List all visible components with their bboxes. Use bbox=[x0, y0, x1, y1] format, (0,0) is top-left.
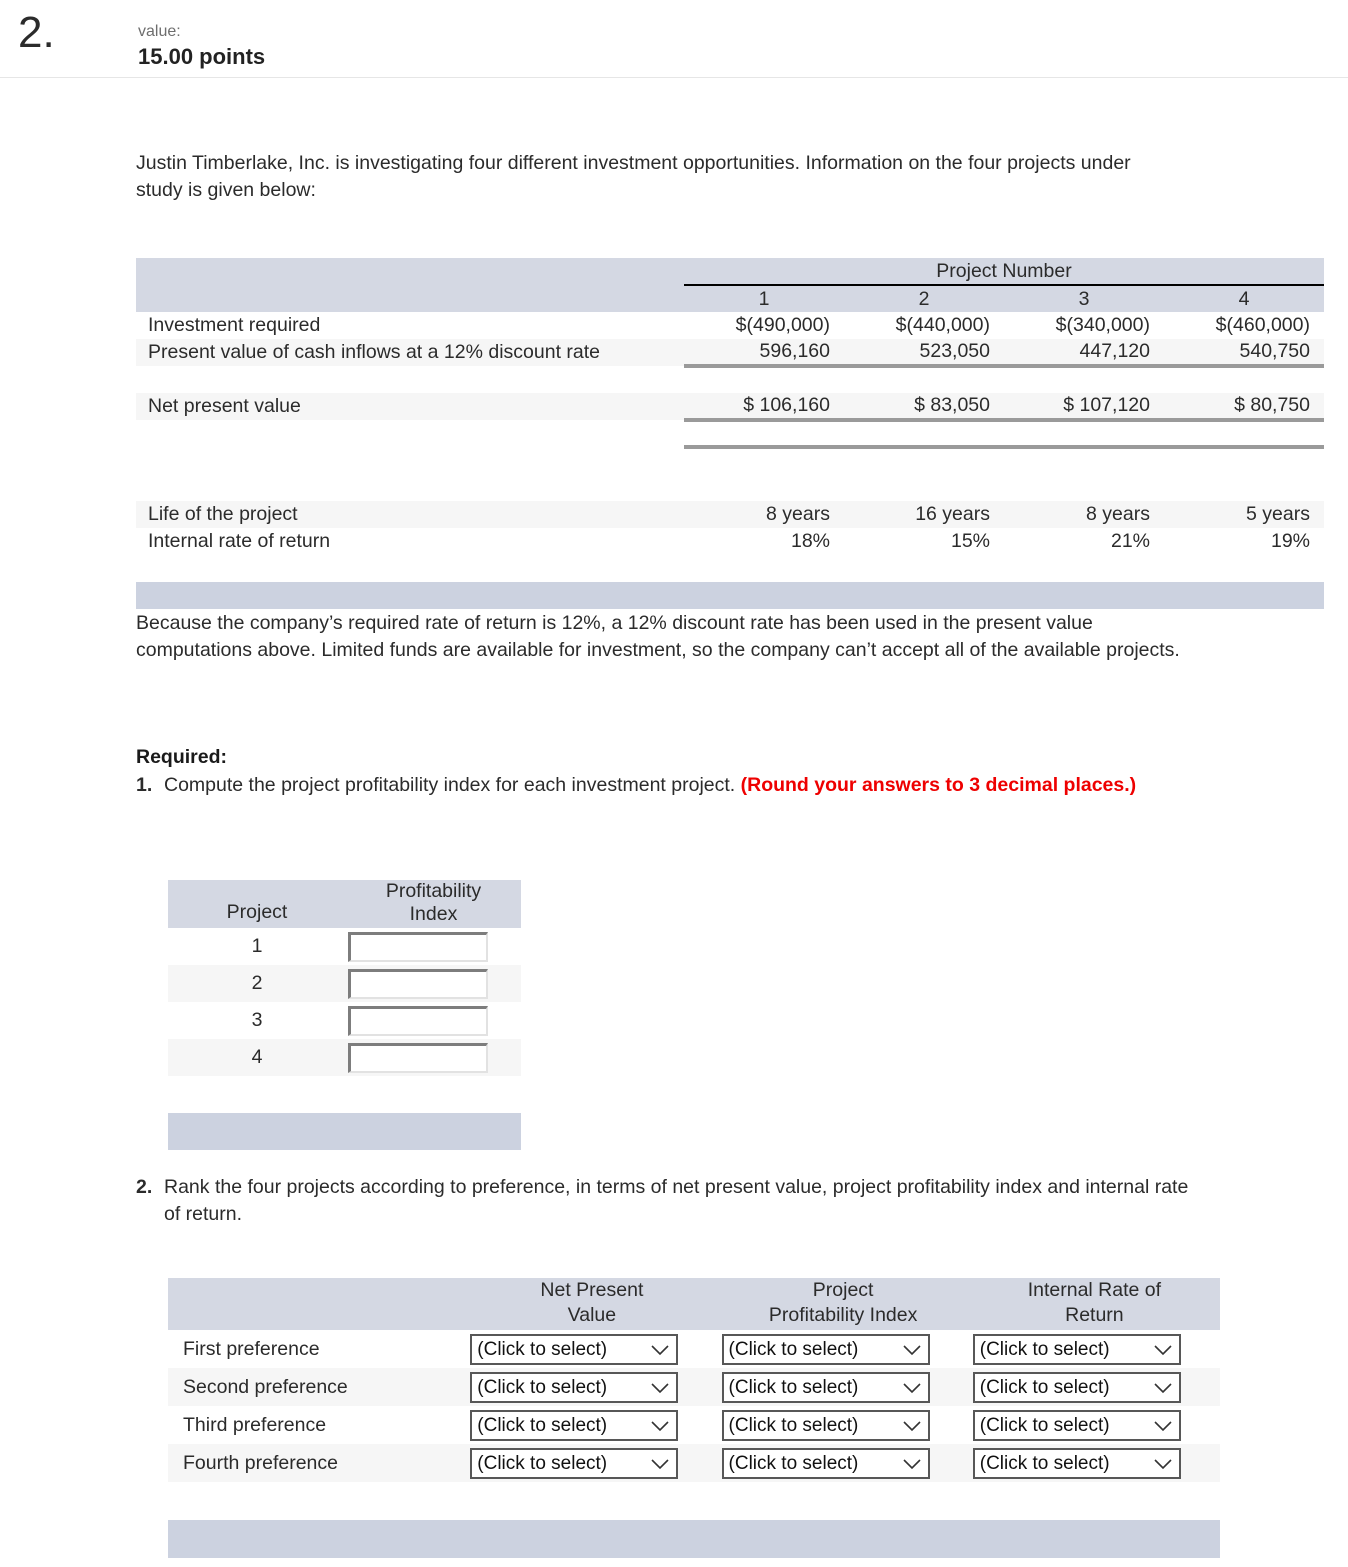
select-ppi-third[interactable] bbox=[722, 1410, 930, 1441]
select-npv-third-label: (Click to select) bbox=[477, 1414, 608, 1436]
subtotal-rule-3 bbox=[1004, 366, 1164, 393]
chevron-down-icon bbox=[1151, 1382, 1175, 1394]
value-label: value: bbox=[138, 23, 181, 40]
pref-header-npv bbox=[466, 1278, 717, 1330]
investment-required-1: $(490,000) bbox=[735, 314, 830, 336]
net-present-value-2: $ 83,050 bbox=[914, 394, 990, 416]
net-present-value-1: $ 106,160 bbox=[743, 394, 830, 416]
spacer-row bbox=[168, 1076, 521, 1113]
spacer bbox=[168, 1076, 521, 1113]
because-paragraph: Because the company’s required rate of return is 12%, a 12% discount rate has been used in the present value computations above. Limited funds are available for investment, so the company can’t accept all of the available projects. bbox=[136, 612, 1180, 661]
spacer bbox=[136, 555, 1324, 582]
present-value-inflows-3: 447,120 bbox=[1079, 340, 1150, 362]
chevron-down-icon bbox=[648, 1344, 672, 1356]
spacer bbox=[168, 1482, 1220, 1520]
select-npv-fourth[interactable] bbox=[470, 1448, 678, 1479]
total-rule-lower-1 bbox=[684, 447, 844, 474]
row-label-internal-rate-of-return: Internal rate of return bbox=[148, 530, 331, 552]
profitability-index-input-4[interactable] bbox=[348, 1043, 488, 1073]
table-row bbox=[136, 339, 1324, 366]
chevron-down-icon bbox=[648, 1382, 672, 1394]
total-rule-lower-4 bbox=[1164, 447, 1324, 474]
subtotal-rule-4 bbox=[1164, 366, 1324, 393]
requirement-1 bbox=[136, 772, 1226, 799]
life-of-project-1: 8 years bbox=[766, 503, 830, 525]
requirement-1-emphasis: (Round your answers to 3 decimal places.) bbox=[740, 774, 1137, 796]
intro-paragraph: Justin Timberlake, Inc. is investigating four different investment opportunities. Information on the four projects under study is given below: bbox=[136, 152, 1131, 201]
pref-header-irr bbox=[969, 1278, 1220, 1330]
pref-header-ppi-line2: Profitability Index bbox=[768, 1304, 918, 1326]
table-row bbox=[168, 1039, 521, 1076]
pref-ppi-cell-fourth bbox=[718, 1444, 969, 1482]
table-row bbox=[168, 928, 521, 965]
pref-irr-cell-second bbox=[969, 1368, 1220, 1406]
table-row bbox=[136, 393, 1324, 420]
select-npv-second[interactable] bbox=[470, 1372, 678, 1403]
pi-footer-band bbox=[168, 1113, 521, 1150]
row-label-present-value-inflows: Present value of cash inflows at a 12% discount rate bbox=[148, 341, 601, 363]
net-present-value-4: $ 80,750 bbox=[1234, 394, 1310, 416]
pi-project-4: 4 bbox=[251, 1046, 263, 1068]
spacer-row bbox=[136, 555, 1324, 582]
preference-ranking-table bbox=[168, 1278, 1220, 1558]
life-of-project-4: 5 years bbox=[1246, 503, 1310, 525]
table-row bbox=[136, 501, 1324, 528]
select-irr-fourth-label: (Click to select) bbox=[979, 1452, 1110, 1474]
select-npv-first[interactable] bbox=[470, 1334, 678, 1365]
group-header-project-number: Project Number bbox=[684, 258, 1324, 285]
subtotal-rule-2 bbox=[844, 366, 1004, 393]
investment-required-3: $(340,000) bbox=[1055, 314, 1150, 336]
select-npv-first-label: (Click to select) bbox=[477, 1338, 608, 1360]
requirement-1-marker: 1. bbox=[136, 774, 153, 796]
required-label: Required: bbox=[136, 746, 228, 768]
chevron-down-icon bbox=[1151, 1420, 1175, 1432]
select-npv-fourth-label: (Click to select) bbox=[477, 1452, 608, 1474]
requirement-2-marker: 2. bbox=[136, 1176, 153, 1198]
pi-footer-strip bbox=[168, 1113, 521, 1150]
select-irr-second-label: (Click to select) bbox=[979, 1376, 1110, 1398]
present-value-inflows-1: 596,160 bbox=[759, 340, 830, 362]
chevron-down-icon bbox=[648, 1420, 672, 1432]
total-rule-upper-4 bbox=[1164, 420, 1324, 447]
requirement-1-text bbox=[164, 772, 1226, 799]
pref-label-fourth: Fourth preference bbox=[183, 1451, 339, 1474]
pi-header-index-line2: Index bbox=[409, 903, 458, 925]
spacer-row bbox=[168, 1482, 1220, 1520]
investment-required-2: $(440,000) bbox=[895, 314, 990, 336]
total-rule-upper-1 bbox=[684, 420, 844, 447]
table-row bbox=[168, 1406, 1220, 1444]
pref-header-row bbox=[168, 1278, 1220, 1330]
column-header-blank bbox=[136, 285, 684, 312]
select-ppi-second[interactable] bbox=[722, 1372, 930, 1403]
pi-header-index-line1: Profitability bbox=[385, 880, 482, 902]
pi-input-cell-2 bbox=[346, 965, 521, 1002]
value-block bbox=[138, 22, 265, 70]
requirement-2 bbox=[136, 1174, 1206, 1228]
pi-header-index bbox=[346, 880, 521, 928]
pi-input-cell-1 bbox=[346, 928, 521, 965]
spacer bbox=[136, 474, 1324, 501]
pi-input-cell-4 bbox=[346, 1039, 521, 1076]
pref-footer-band bbox=[168, 1520, 1220, 1558]
life-of-project-2: 16 years bbox=[915, 503, 990, 525]
points-value: 15.00 points bbox=[138, 44, 266, 69]
total-rule-row-upper bbox=[136, 420, 1324, 447]
pi-project-1: 1 bbox=[251, 935, 263, 957]
pi-project-3: 3 bbox=[251, 1009, 263, 1031]
select-ppi-first-label: (Click to select) bbox=[728, 1338, 859, 1360]
table-row bbox=[168, 1368, 1220, 1406]
select-ppi-fourth[interactable] bbox=[722, 1448, 930, 1479]
pref-ppi-cell-third bbox=[718, 1406, 969, 1444]
present-value-inflows-2: 523,050 bbox=[919, 340, 990, 362]
select-npv-third[interactable] bbox=[470, 1410, 678, 1441]
select-ppi-second-label: (Click to select) bbox=[728, 1376, 859, 1398]
pref-label-second: Second preference bbox=[183, 1375, 348, 1398]
footer-strip bbox=[136, 582, 1324, 609]
internal-rate-of-return-3: 21% bbox=[1110, 530, 1150, 552]
row-label-net-present-value: Net present value bbox=[148, 395, 301, 417]
pref-ppi-cell-second bbox=[718, 1368, 969, 1406]
subtotal-rule-row bbox=[136, 366, 1324, 393]
rule-blank bbox=[136, 447, 684, 474]
table-row bbox=[136, 528, 1324, 555]
column-header-3: 3 bbox=[1078, 287, 1090, 310]
pref-irr-cell-third bbox=[969, 1406, 1220, 1444]
select-ppi-fourth-label: (Click to select) bbox=[728, 1452, 859, 1474]
column-header-1: 1 bbox=[758, 287, 770, 310]
profitability-index-input-2[interactable] bbox=[348, 969, 488, 999]
select-irr-second[interactable] bbox=[973, 1372, 1181, 1403]
table-row bbox=[168, 965, 521, 1002]
life-of-project-3: 8 years bbox=[1086, 503, 1150, 525]
pi-input-cell-3 bbox=[346, 1002, 521, 1039]
select-irr-third-label: (Click to select) bbox=[979, 1414, 1110, 1436]
total-rule-upper-3 bbox=[1004, 420, 1164, 447]
column-header-4: 4 bbox=[1238, 287, 1250, 310]
table-row bbox=[168, 1444, 1220, 1482]
pref-npv-cell-third bbox=[466, 1406, 717, 1444]
pi-project-2: 2 bbox=[251, 972, 263, 994]
requirement-1-body: Compute the project profitability index for each investment project. bbox=[164, 774, 741, 796]
row-label-investment-required: Investment required bbox=[148, 314, 321, 336]
chevron-down-icon bbox=[900, 1382, 924, 1394]
row-label-life-of-project: Life of the project bbox=[148, 503, 298, 525]
table-footer-band bbox=[136, 582, 1324, 609]
pref-header-irr-line1: Internal Rate of bbox=[1027, 1279, 1162, 1301]
pref-npv-cell-fourth bbox=[466, 1444, 717, 1482]
select-ppi-third-label: (Click to select) bbox=[728, 1414, 859, 1436]
internal-rate-of-return-4: 19% bbox=[1270, 530, 1310, 552]
chevron-down-icon bbox=[648, 1458, 672, 1470]
column-header-2: 2 bbox=[918, 287, 930, 310]
spacer-row bbox=[136, 474, 1324, 501]
profitability-index-table bbox=[168, 880, 521, 1150]
pref-npv-cell-second bbox=[466, 1368, 717, 1406]
group-header-blank bbox=[136, 258, 684, 285]
rule-blank bbox=[136, 420, 684, 447]
internal-rate-of-return-2: 15% bbox=[950, 530, 990, 552]
pi-header-project: Project bbox=[226, 901, 288, 923]
total-rule-upper-2 bbox=[844, 420, 1004, 447]
select-ppi-first[interactable] bbox=[722, 1334, 930, 1365]
pref-header-blank bbox=[168, 1278, 466, 1330]
table-column-header-row bbox=[136, 285, 1324, 312]
net-present-value-3: $ 107,120 bbox=[1063, 394, 1150, 416]
pref-irr-cell-first bbox=[969, 1330, 1220, 1368]
pref-footer-strip bbox=[168, 1520, 1220, 1558]
table-row bbox=[168, 1002, 521, 1039]
chevron-down-icon bbox=[900, 1420, 924, 1432]
pref-header-ppi bbox=[718, 1278, 969, 1330]
select-irr-first-label: (Click to select) bbox=[979, 1338, 1110, 1360]
chevron-down-icon bbox=[1151, 1458, 1175, 1470]
internal-rate-of-return-1: 18% bbox=[790, 530, 830, 552]
present-value-inflows-4: 540,750 bbox=[1239, 340, 1310, 362]
chevron-down-icon bbox=[900, 1458, 924, 1470]
pref-header-npv-line2: Value bbox=[567, 1304, 617, 1326]
pref-npv-cell-first bbox=[466, 1330, 717, 1368]
table-row bbox=[136, 312, 1324, 339]
total-rule-lower-3 bbox=[1004, 447, 1164, 474]
pi-header-row bbox=[168, 880, 521, 928]
profitability-index-input-1[interactable] bbox=[348, 932, 488, 962]
select-irr-third[interactable] bbox=[973, 1410, 1181, 1441]
pref-header-npv-line1: Net Present bbox=[540, 1279, 644, 1301]
chevron-down-icon bbox=[900, 1344, 924, 1356]
pref-header-ppi-line1: Project bbox=[812, 1279, 874, 1301]
question-header bbox=[0, 0, 1348, 78]
table-row bbox=[168, 1330, 1220, 1368]
project-data-table bbox=[136, 258, 1324, 609]
pref-ppi-cell-first bbox=[718, 1330, 969, 1368]
question-number: 2. bbox=[18, 8, 55, 57]
subtotal-rule-1 bbox=[684, 366, 844, 393]
rule-blank bbox=[136, 366, 684, 393]
profitability-index-input-3[interactable] bbox=[348, 1006, 488, 1036]
total-rule-lower-2 bbox=[844, 447, 1004, 474]
total-rule-row-lower bbox=[136, 447, 1324, 474]
chevron-down-icon bbox=[1151, 1344, 1175, 1356]
pref-irr-cell-fourth bbox=[969, 1444, 1220, 1482]
pref-label-third: Third preference bbox=[183, 1413, 327, 1436]
select-irr-fourth[interactable] bbox=[973, 1448, 1181, 1479]
requirement-2-text: Rank the four projects according to preference, in terms of net present value, project profitability index and internal rate of return. bbox=[164, 1176, 1189, 1225]
pref-header-irr-line2: Return bbox=[1065, 1304, 1124, 1326]
select-irr-first[interactable] bbox=[973, 1334, 1181, 1365]
pref-label-first: First preference bbox=[183, 1337, 320, 1360]
select-npv-second-label: (Click to select) bbox=[477, 1376, 608, 1398]
investment-required-4: $(460,000) bbox=[1215, 314, 1310, 336]
table-group-header-row bbox=[136, 258, 1324, 285]
